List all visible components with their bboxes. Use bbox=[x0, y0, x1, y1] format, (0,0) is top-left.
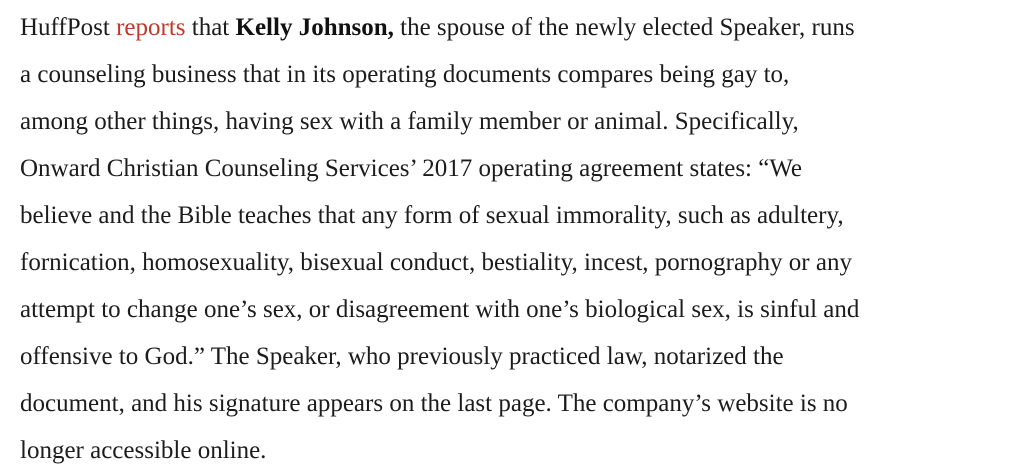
article-paragraph bbox=[20, 0, 1008, 474]
paragraph-line-6: fornication, homosexuality, bisexual conduct, bestiality, incest, pornography or any bbox=[20, 249, 852, 276]
paragraph-line-5: believe and the Bible teaches that any form of sexual immorality, such as adultery, bbox=[20, 202, 844, 229]
line-text: the spouse of the newly elected Speaker, runs bbox=[393, 14, 855, 41]
paragraph-line-10: longer accessible online. bbox=[20, 437, 267, 464]
paragraph-line-8: offensive to God.” The Speaker, who previously practiced law, notarized the bbox=[20, 343, 784, 370]
source-name: HuffPost bbox=[20, 14, 117, 41]
paragraph-line-7: attempt to change one’s sex, or disagreement with one’s biological sex, is sinful and bbox=[20, 296, 860, 323]
line-text: that bbox=[185, 14, 236, 41]
person-name: Kelly Johnson, bbox=[235, 14, 394, 41]
paragraph-line-1 bbox=[20, 4, 1008, 51]
paragraph-line-9: document, and his signature appears on the last page. The company’s website is no bbox=[20, 390, 848, 417]
paragraph-line-2: a counseling business that in its operating documents compares being gay to, bbox=[20, 61, 790, 88]
paragraph-line-4: Onward Christian Counseling Services’ 2017 operating agreement states: “We bbox=[20, 155, 803, 182]
paragraph-line-3: among other things, having sex with a family member or animal. Specifically, bbox=[20, 108, 799, 135]
reports-link[interactable]: reports bbox=[116, 14, 186, 41]
